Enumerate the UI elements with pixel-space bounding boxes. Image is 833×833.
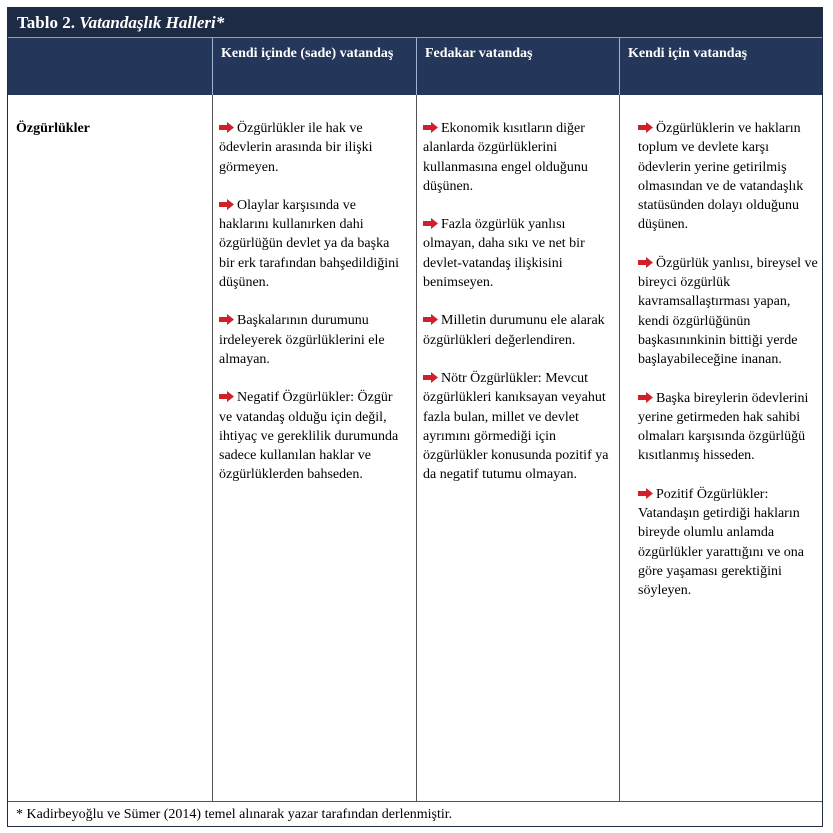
arrow-right-icon xyxy=(219,314,234,325)
list-item xyxy=(638,254,818,370)
header-cell-empty xyxy=(8,38,212,95)
list-item-text: Nötr Özgürlükler: Mevcut özgürlükleri kanıksayan veyahut fazla bulan, millet ve devlet ayrımını görmediği için özgürlükler konusunda pozitif ya da negatif tutumu olmayan. xyxy=(423,370,609,483)
header-cell-fedakar-vatandas: Fedakar vatandaş xyxy=(416,38,619,95)
list-item-text: Olaylar karşısında ve haklarını kullanırken dahi özgürlüğün devlet ya da başka bir erk tarafından bahşedildiğini düşünen. xyxy=(219,197,399,291)
list-item xyxy=(219,196,407,292)
arrow-right-icon xyxy=(219,391,234,402)
table-row xyxy=(8,95,822,801)
arrow-right-icon xyxy=(219,199,234,210)
list-item-text: Başka bireylerin ödevlerini yerine getirmeden hak sahibi olmaları karşısında özgürlüğü kısıtlanmış hisseden. xyxy=(638,390,809,464)
list-item xyxy=(219,119,407,177)
table-header-row xyxy=(8,38,822,95)
table-title xyxy=(17,13,224,33)
table xyxy=(7,7,823,827)
footnote: * Kadirbeyoğlu ve Sümer (2014) temel alınarak yazar tarafından derlenmiştir. xyxy=(16,807,453,822)
arrow-right-icon xyxy=(423,122,438,133)
arrow-right-icon xyxy=(423,218,438,229)
list-item xyxy=(219,388,407,484)
list-item-text: Fazla özgürlük yanlısı olmayan, daha sıkı ve net bir devlet-vatandaş ilişkisini benimseyen. xyxy=(423,217,585,291)
list-item xyxy=(638,119,818,235)
table-title-name: Vatandaşlık Halleri* xyxy=(79,13,225,32)
list-item-text: Pozitif Özgürlükler: Vatandaşın getirdiği hakların bireyde olumlu anlamda özgürlükler yarattığını ve ona göre yaşaması gerektiğini söyleyen. xyxy=(638,486,804,599)
list-item-text: Özgürlüklerin ve hakların toplum ve devlete karşı ödevlerin yerine getirilmiş olmasından ve de vatandaşlık statüsünden dolayı olduğunu düşünen. xyxy=(638,121,804,233)
list-item-text: Milletin durumunu ele alarak özgürlükleri değerlendiren. xyxy=(423,313,605,348)
arrow-right-icon xyxy=(423,314,438,325)
arrow-right-icon xyxy=(638,488,653,499)
cell-kendi-icin-vatandas xyxy=(638,119,818,620)
arrow-right-icon xyxy=(638,257,653,268)
arrow-right-icon xyxy=(638,392,653,403)
arrow-right-icon xyxy=(219,122,234,133)
list-item xyxy=(638,485,818,601)
list-item xyxy=(219,311,407,369)
list-item xyxy=(423,119,613,196)
list-item-text: Negatif Özgürlükler: Özgür ve vatandaş olduğu için değil, ihtiyaç ve gereklilik durumunda sadece kullanılan haklar ve özgürlüklerden bahseden. xyxy=(219,390,399,483)
cell-fedakar-vatandas xyxy=(423,119,613,504)
list-item xyxy=(638,389,818,466)
arrow-right-icon xyxy=(423,372,438,383)
list-item xyxy=(423,215,613,292)
list-item-text: Ekonomik kısıtların diğer alanlarda özgürlüklerini kullanmasına engel olduğunu düşünen. xyxy=(423,121,588,194)
row-label: Özgürlükler xyxy=(16,121,90,136)
list-item xyxy=(423,311,613,350)
list-item-text: Özgürlük yanlısı, bireysel ve bireyci özgürlük kavramsallaştırması yapan, kendi özgürlüğünün başkasınınkinin bittiği yerde başlayabileceğine inanan. xyxy=(638,255,818,368)
table-footer xyxy=(8,801,822,828)
cell-sade-vatandas xyxy=(219,119,407,504)
arrow-right-icon xyxy=(638,122,653,133)
header-cell-sade-vatandas: Kendi içinde (sade) vatandaş xyxy=(212,38,416,95)
list-item-text: Özgürlükler ile hak ve ödevlerin arasında bir ilişki görmeyen. xyxy=(219,121,373,175)
table-title-prefix: Tablo 2. xyxy=(17,13,75,32)
list-item xyxy=(423,369,613,485)
header-cell-kendi-icin-vatandas: Kendi için vatandaş xyxy=(619,38,822,95)
table-title-bar xyxy=(8,8,822,38)
list-item-text: Başkalarının durumunu irdeleyerek özgürlüklerini ele almayan. xyxy=(219,313,385,367)
